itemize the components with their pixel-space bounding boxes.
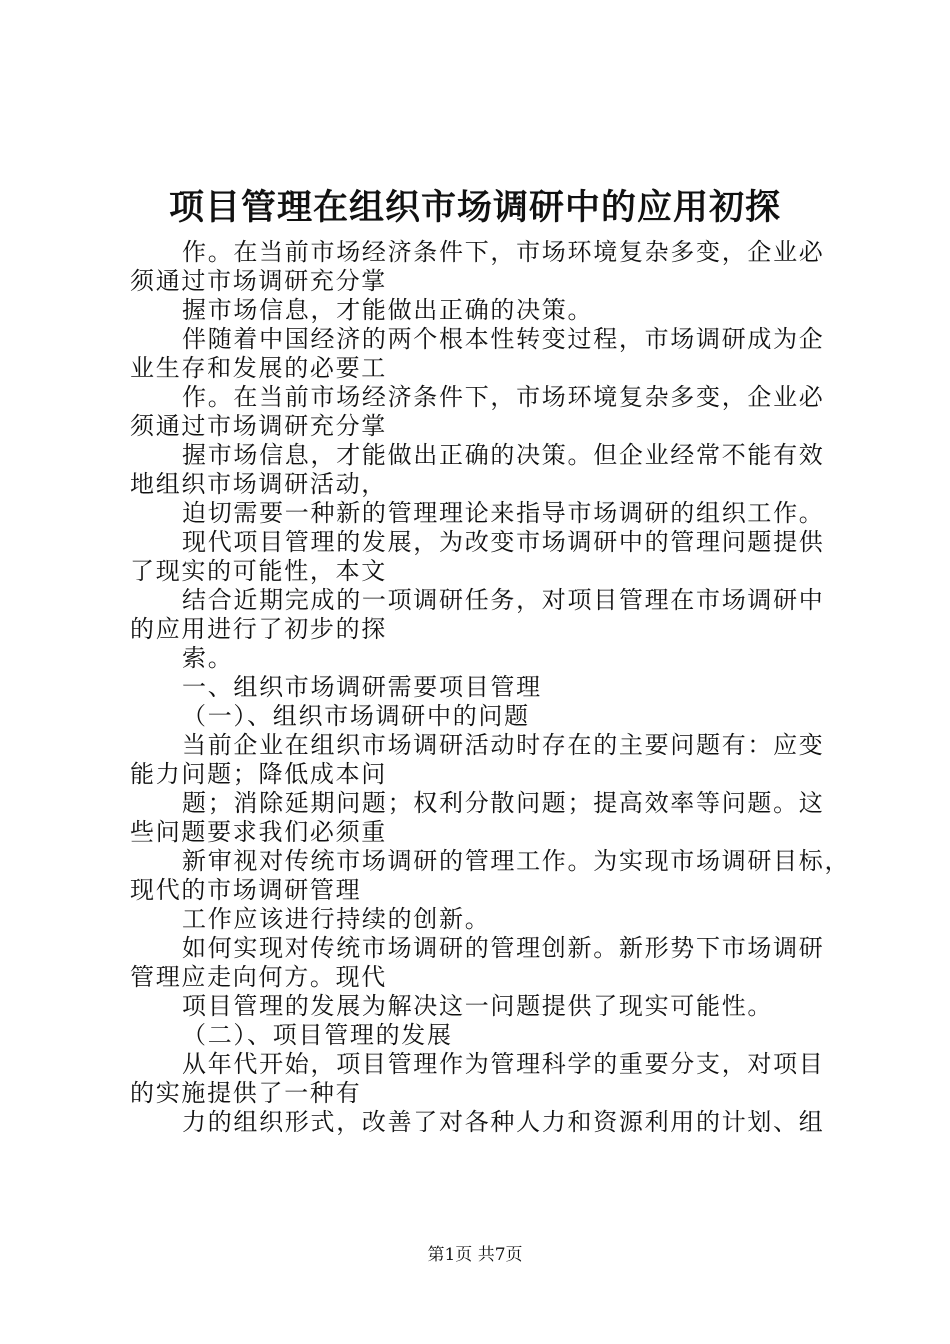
paragraph: 作。在当前市场经济条件下，市场环境复杂多变，企业必 须通过市场调研充分掌 [130,383,825,440]
paragraph: 题；消除延期问题；权利分散问题；提高效率等问题。这 些问题要求我们必须重 [130,789,825,846]
subsection-heading: （一）、组织市场调研中的问题 [182,702,530,730]
paragraph: 从年代开始，项目管理作为管理科学的重要分支，对项目 的实施提供了一种有 [130,1050,825,1107]
paragraph: 当前企业在组织市场调研活动时存在的主要问题有：应变 能力问题；降低成本问 [130,731,825,788]
paragraph: 项目管理的发展为解决这一问题提供了现实可能性。 [182,992,774,1020]
paragraph: 如何实现对传统市场调研的管理创新。新形势下市场调研 管理应走向何方。现代 [130,934,825,991]
subsection-heading: （二）、项目管理的发展 [182,1021,453,1049]
paragraph: 新审视对传统市场调研的管理工作。为实现市场调研目标， 现代的市场调研管理 [130,847,851,904]
paragraph: 力的组织形式，改善了对各种人力和资源利用的计划、组 [182,1108,825,1136]
page-footer: 第1页 共7页 [427,1245,523,1265]
paragraph: 现代项目管理的发展，为改变市场调研中的管理问题提供 了现实的可能性，本文 [130,528,825,585]
paragraph: 迫切需要一种新的管理理论来指导市场调研的组织工作。 [182,499,825,527]
paragraph: 工作应该进行持续的创新。 [182,905,491,933]
paragraph: 伴随着中国经济的两个根本性转变过程，市场调研成为企 业生存和发展的必要工 [130,325,825,382]
paragraph: 握市场信息，才能做出正确的决策。 [182,296,594,324]
section-heading: 一、组织市场调研需要项目管理 [182,673,542,701]
paragraph: 握市场信息，才能做出正确的决策。但企业经常不能有效 地组织市场调研活动， [130,441,825,498]
document-body [130,238,851,1137]
paragraph: 索。 [182,644,234,672]
document-title: 项目管理在组织市场调研中的应用初探 [168,187,781,228]
paragraph: 作。在当前市场经济条件下，市场环境复杂多变，企业必 须通过市场调研充分掌 [130,238,825,295]
paragraph: 结合近期完成的一项调研任务，对项目管理在市场调研中 的应用进行了初步的探 [130,586,825,643]
